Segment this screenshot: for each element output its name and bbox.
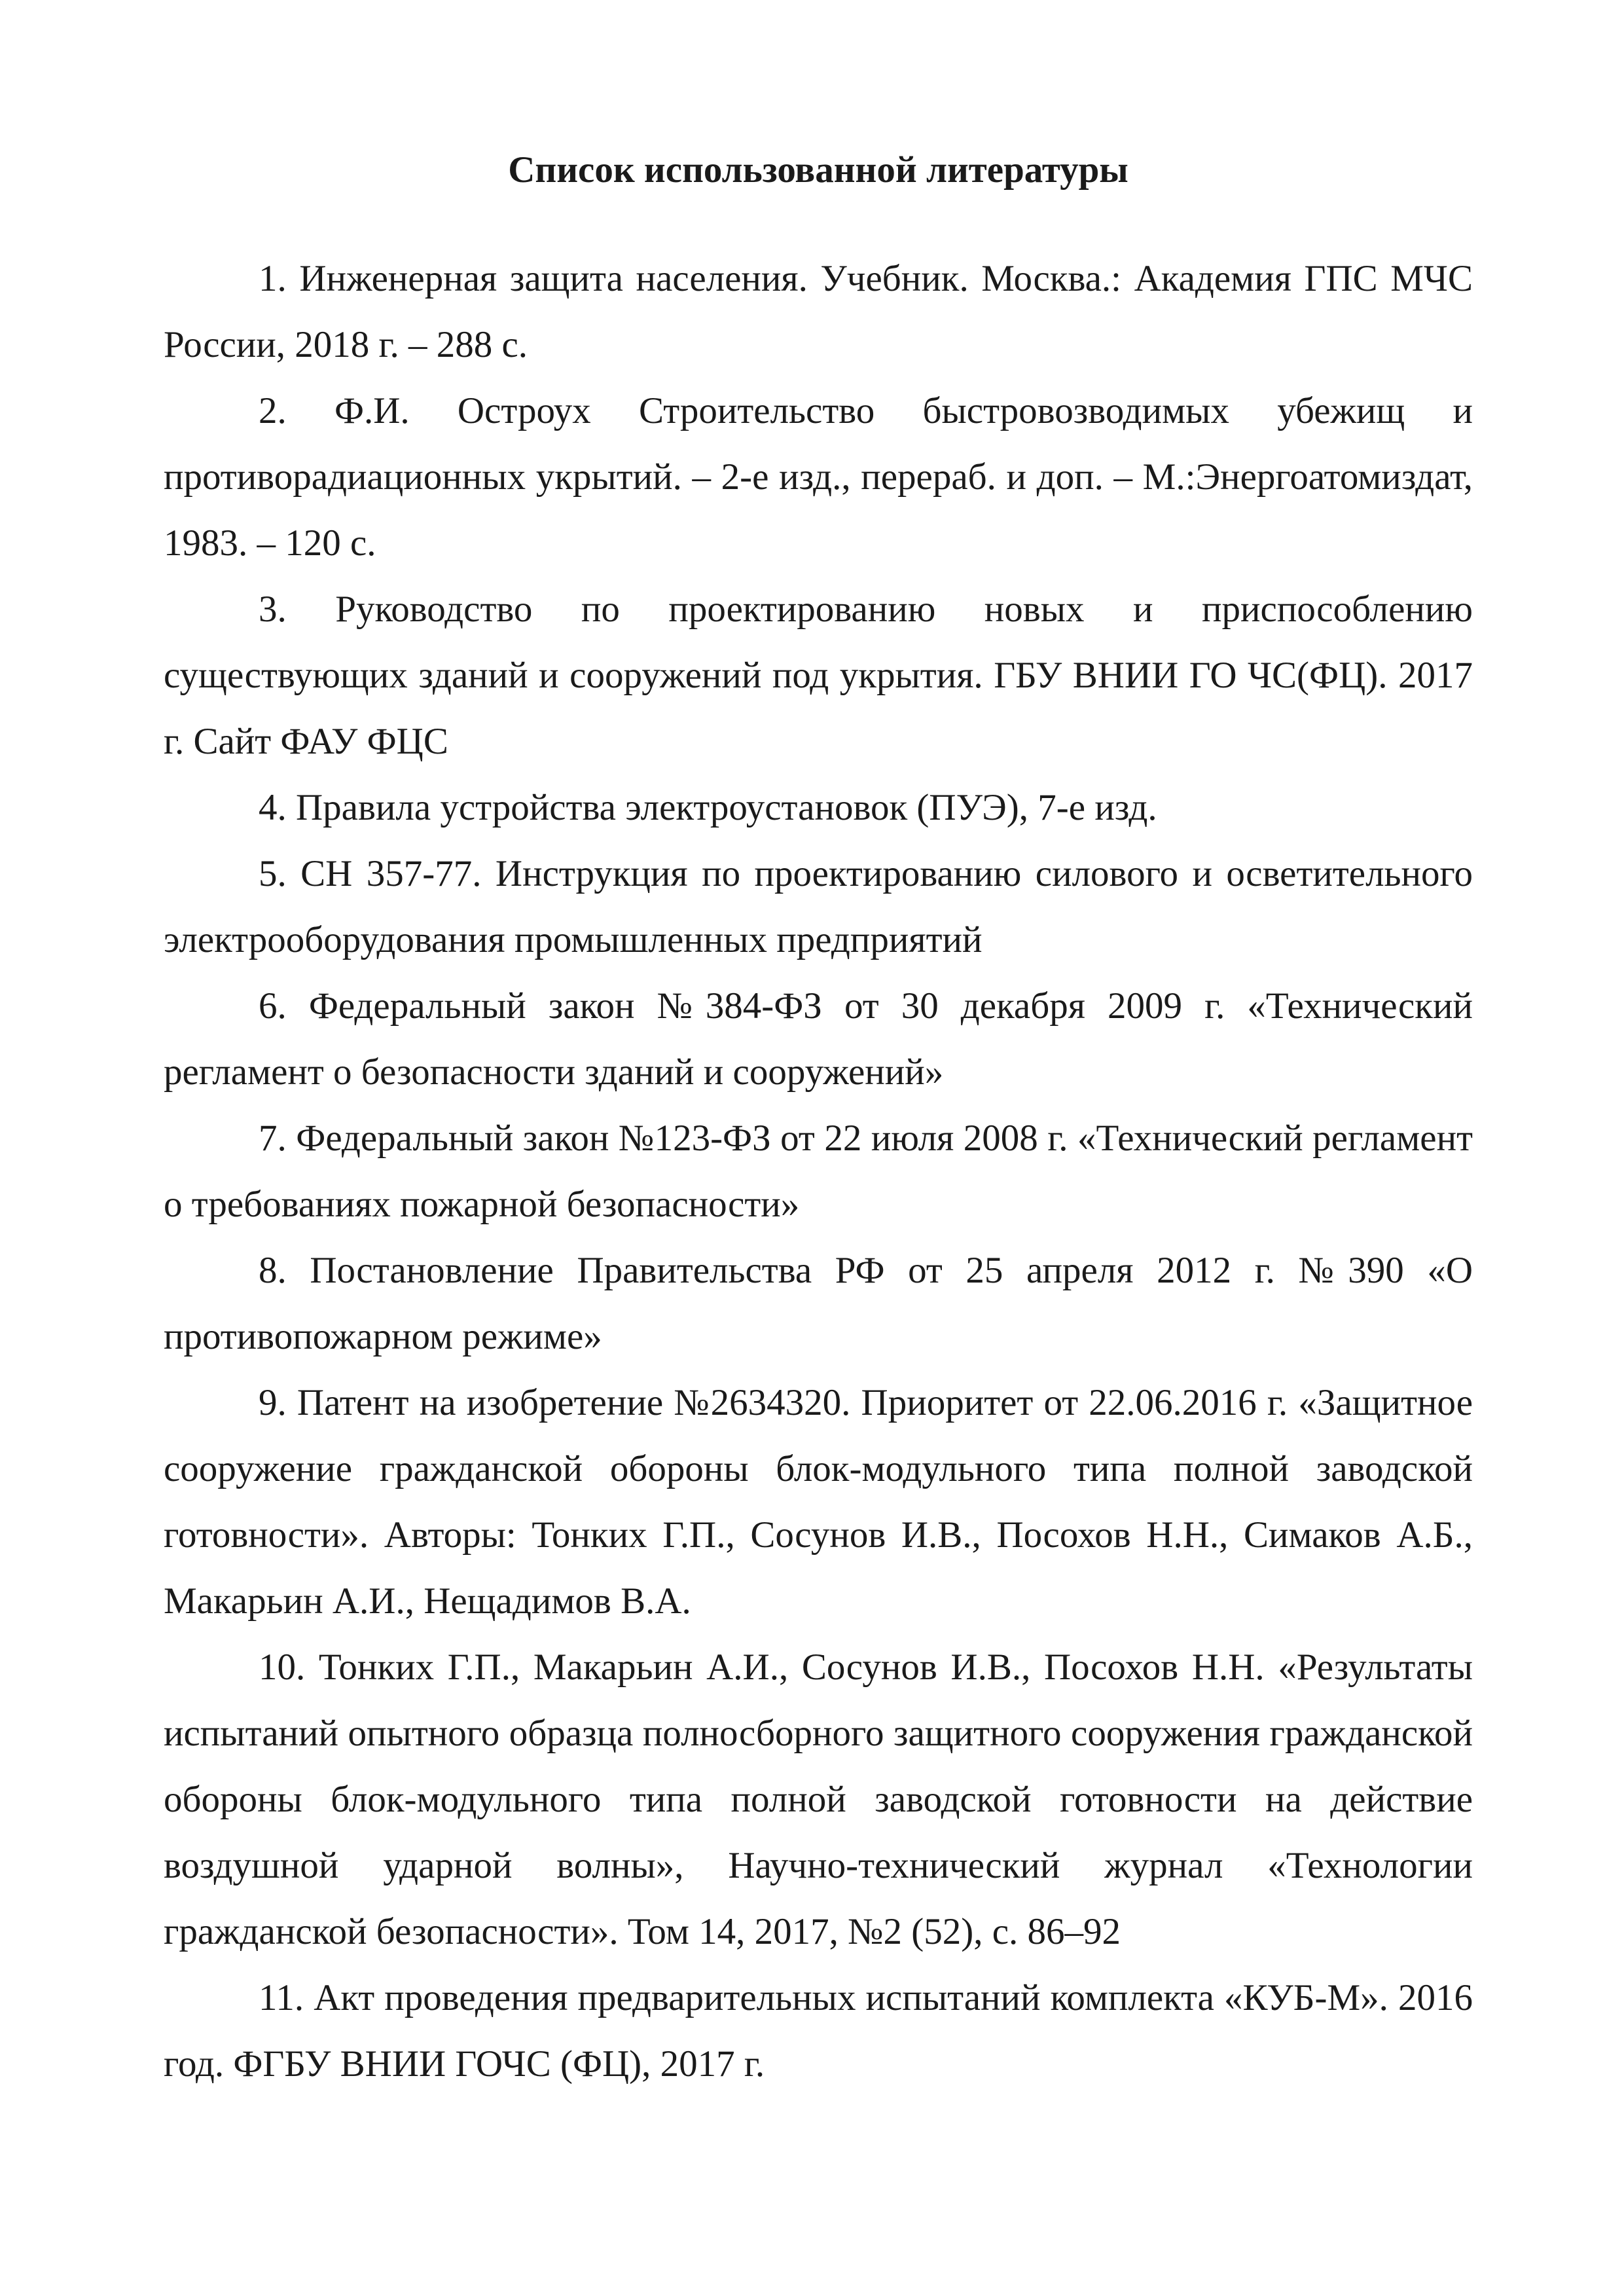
reference-item-8: 8. Постановление Правительства РФ от 25 апреля 2012 г. №390 «О противопожарном режиме» bbox=[164, 1250, 1473, 1357]
page-title: Список использованной литературы bbox=[508, 149, 1128, 191]
reference-item-7: 7. Федеральный закон №123-ФЗ от 22 июля 2008 г. «Технический регламент о требованиях пожарной безопасности» bbox=[164, 1118, 1473, 1225]
reference-item-6: 6. Федеральный закон №384-ФЗ от 30 декабря 2009 г. «Технический регламент о безопасности зданий и сооружений» bbox=[164, 985, 1473, 1093]
reference-item-2: 2. Ф.И. Остроух Строительство быстровозводимых убежищ и противорадиационных укрытий. – 2-е изд., перераб. и доп. – М.:Энергоатомиздат, 1983. – 120 с. bbox=[164, 390, 1473, 564]
reference-item-9: 9. Патент на изобретение №2634320. Приоритет от 22.06.2016 г. «Защитное сооружение гражданской обороны блок-модульного типа полной заводской готовности». Авторы: Тонких Г.П., Сосунов И.В., Посохов Н.Н., Симаков А.Б., Макарьин А.И., Нещадимов В.А. bbox=[164, 1382, 1473, 1622]
reference-item-10: 10. Тонких Г.П., Макарьин А.И., Сосунов И.В., Посохов Н.Н. «Результаты испытаний опытного образца полносборного защитного сооружения гражданской обороны блок-модульного типа полной заводской готовности на действие воздушной ударной волны», Научно-технический журнал «Технологии гражданской безопасности». Том 14, 2017, №2 (52), с. 86–92 bbox=[164, 1647, 1473, 1952]
reference-item-11: 11. Акт проведения предварительных испытаний комплекта «КУБ-М». 2016 год. ФГБУ ВНИИ ГОЧС (ФЦ), 2017 г. bbox=[164, 1977, 1473, 2085]
reference-item-1: 1. Инженерная защита населения. Учебник. Москва.: Академия ГПС МЧС России, 2018 г. – 288 с. bbox=[164, 258, 1473, 365]
document-page bbox=[164, 137, 1473, 2097]
reference-list bbox=[164, 246, 1473, 2097]
reference-item-4: 4. Правила устройства электроустановок (ПУЭ), 7-е изд. bbox=[259, 787, 1157, 828]
reference-item-5: 5. СН 357-77. Инструкция по проектированию силового и осветительного электрооборудования промышленных предприятий bbox=[164, 853, 1473, 960]
reference-item-3: 3. Руководство по проектированию новых и приспособлению существующих зданий и сооружений под укрытия. ГБУ ВНИИ ГО ЧС(ФЦ). 2017 г. Сайт ФАУ ФЦС bbox=[164, 589, 1473, 762]
